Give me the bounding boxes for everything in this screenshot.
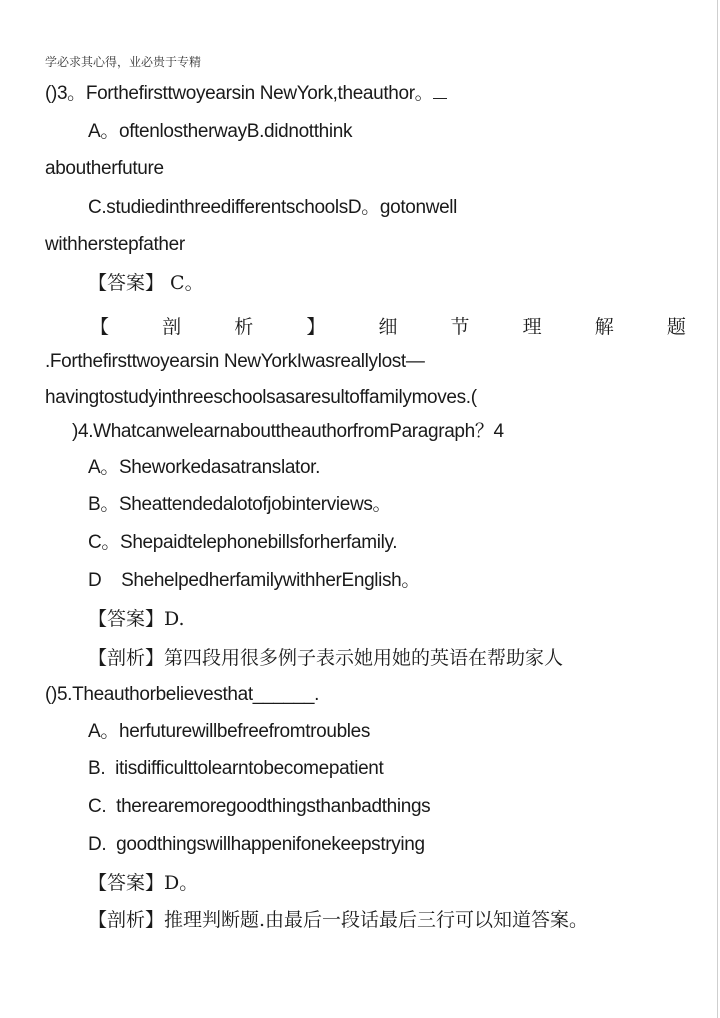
q5-option-d: D. goodthingswillhappenifonekeepstrying: [88, 834, 425, 855]
q3-analysis-line1: .Forthefirsttwoyearsin NewYorkIwasreallylost—: [45, 351, 425, 372]
q5-answer: 【答案】D。: [88, 872, 199, 894]
q5-stem: ()5.Theauthorbelievesthat______.: [45, 684, 319, 705]
label-char: 节: [450, 316, 470, 338]
q3-option-a-b: A。oftenlostherwayB.didnotthink: [88, 121, 353, 142]
q4-option-a: A。Sheworkedasatranslator.: [88, 457, 321, 478]
q3-answer: 【答案】 C。: [88, 272, 204, 294]
answer-blank: [433, 82, 447, 99]
q4-analysis: 【剖析】第四段用很多例子表示她用她的英语在帮助家人: [88, 647, 564, 669]
page-header: 学必求其心得，业必贵于专精: [45, 55, 202, 69]
page-edge: [717, 0, 718, 1018]
q4-stem: )4.WhatcanwelearnabouttheauthorfromParagraph？4: [72, 421, 504, 442]
label-char: 剖: [162, 316, 182, 338]
q4-option-d: D ShehelpedherfamilywithherEnglish。: [88, 570, 421, 591]
q4-option-b: B。Sheattendedalotofjobinterviews。: [88, 494, 392, 515]
label-char: 】: [306, 316, 326, 338]
q5-option-a: A。herfuturewillbefreefromtroubles: [88, 721, 371, 742]
q4-option-c: C。Shepaidtelephonebillsforherfamily.: [88, 532, 398, 553]
label-char: 【: [90, 316, 110, 338]
q3-stem: ()3。Forthefirsttwoyearsin NewYork,theauthor。: [45, 82, 447, 106]
q3-analysis-label: [90, 315, 686, 339]
q3-analysis-line2: havingtostudyinthreeschoolsasaresultoffamilymoves.(: [45, 387, 477, 408]
label-char: 理: [522, 316, 542, 338]
q3-option-d-cont: withherstepfather: [45, 234, 185, 255]
label-char: 细: [378, 316, 398, 338]
label-char: 题: [666, 316, 686, 338]
q5-option-b: B. itisdifficulttolearntobecomepatient: [88, 758, 384, 779]
q4-answer: 【答案】D.: [88, 608, 185, 630]
q3-option-c-d: C.studiedinthreedifferentschoolsD。gotonwell: [88, 197, 458, 218]
q3-option-b-cont: aboutherfuture: [45, 158, 164, 179]
q5-analysis: 【剖析】推理判断题.由最后一段话最后三行可以知道答案。: [88, 909, 589, 931]
label-char: 析: [234, 316, 254, 338]
q5-option-c: C. therearemoregoodthingsthanbadthings: [88, 796, 431, 817]
label-char: 解: [594, 316, 614, 338]
